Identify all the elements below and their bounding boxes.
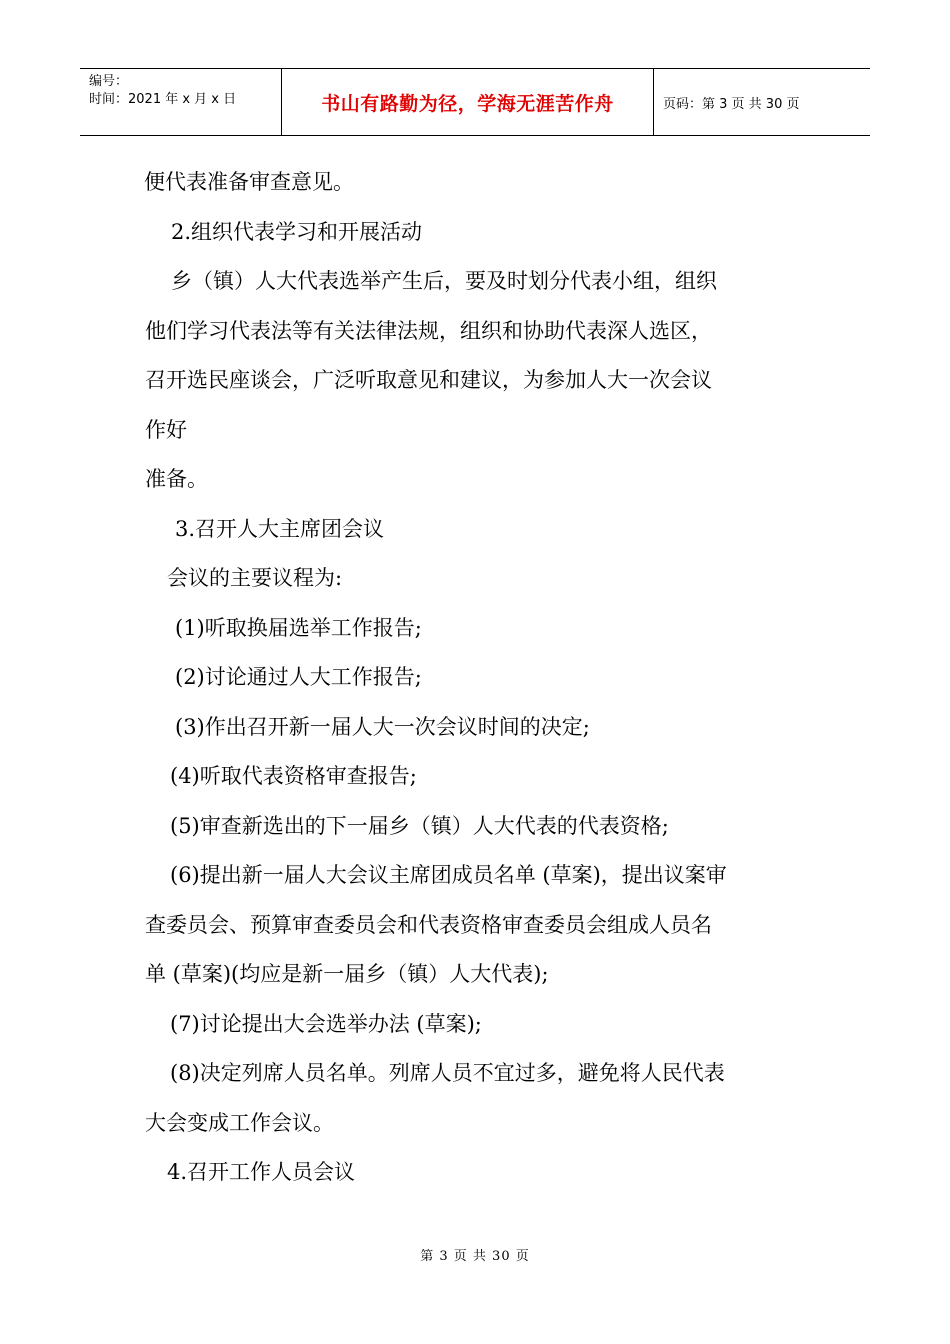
header-number-label: 编号：	[89, 74, 129, 89]
paragraph-line: 准备。	[145, 467, 208, 491]
document-body	[145, 158, 815, 1198]
agenda-item: (1)听取换届选举工作报告;	[175, 615, 422, 640]
agenda-item: (3)作出召开新一届人大一次会议时间的决定;	[175, 714, 590, 739]
body-line: 便代表准备审查意见。	[144, 170, 354, 194]
paragraph-line: 召开选民座谈会，广泛听取意见和建议，为参加人大一次会议	[145, 368, 712, 392]
paragraph-line: 他们学习代表法等有关法律法规，组织和协助代表深人选区，	[145, 318, 712, 343]
header-motto: 书山有路勤为径，学海无涯苦作舟	[321, 92, 614, 115]
page-footer: 第 3 页 共 30 页	[420, 1249, 530, 1264]
header-date-label: 时间：2021 年 x 月 x 日	[89, 92, 237, 107]
section-heading: 3.召开人大主席团会议	[175, 516, 385, 541]
header-motto-cell	[282, 69, 654, 135]
header-page-cell	[654, 69, 870, 135]
agenda-item: (2)讨论通过人大工作报告;	[175, 665, 422, 689]
agenda-item-continuation: 大会变成工作会议。	[145, 1110, 334, 1135]
agenda-item-continuation: 查委员会、预算审查委员会和代表资格审查委员会组成人员名	[145, 912, 712, 937]
paragraph-line: 会议的主要议程为:	[167, 566, 343, 590]
agenda-item: (6)提出新一届人大会议主席团成员名单 (草案)，提出议案审	[170, 863, 727, 887]
section-heading: 2.组织代表学习和开展活动	[171, 219, 423, 244]
agenda-item: (8)决定列席人员名单。列席人员不宜过多，避免将人民代表	[170, 1061, 725, 1085]
agenda-item: (5)审查新选出的下一届乡（镇）人大代表的代表资格;	[170, 813, 669, 838]
header-meta-cell	[80, 69, 282, 135]
paragraph-line: 乡（镇）人大代表选举产生后，要及时划分代表小组，组织	[171, 269, 717, 293]
document-header	[80, 68, 870, 136]
section-heading: 4.召开工作人员会议	[167, 1160, 356, 1184]
agenda-item-continuation: 单 (草案)(均应是新一届乡（镇）人大代表);	[145, 962, 549, 986]
paragraph-line: 作好	[145, 417, 187, 442]
agenda-item: (4)听取代表资格审查报告;	[170, 764, 417, 788]
agenda-item: (7)讨论提出大会选举办法 (草案);	[170, 1011, 482, 1036]
header-page-info: 页码：第 3 页 共 30 页	[663, 96, 800, 112]
